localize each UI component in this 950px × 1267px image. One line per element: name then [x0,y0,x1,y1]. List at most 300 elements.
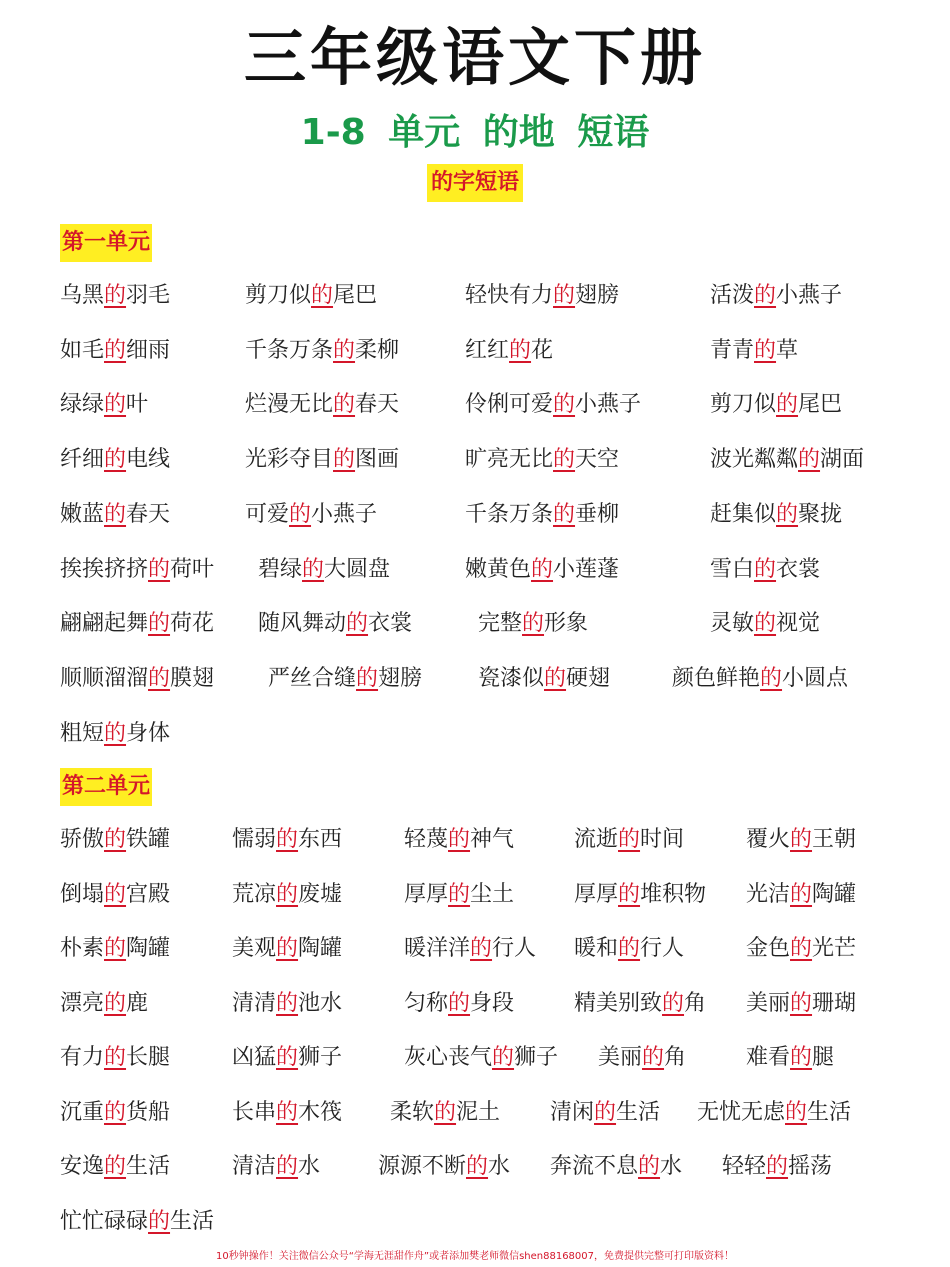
phrase-noun: 花 [531,338,554,363]
phrase [245,331,399,371]
section-label [0,164,950,202]
de-marker: 的 [104,392,127,417]
phrase-noun: 行人 [492,936,537,961]
section-label-text: 的字短语 [427,164,523,202]
phrase-noun: 堆积物 [640,882,707,907]
de-marker: 的 [790,1045,813,1070]
de-marker: 的 [776,502,799,527]
phrase-noun: 小圆点 [782,666,849,691]
phrase-modifier: 荒凉 [232,882,277,907]
phrase-modifier: 翩翩起舞 [60,611,149,636]
phrase [574,820,684,860]
phrase-modifier: 清洁 [232,1154,277,1179]
phrase-modifier: 柔软 [390,1100,435,1125]
phrase-row [0,714,950,754]
phrase [465,276,619,316]
phrase [404,984,514,1024]
de-marker: 的 [276,1154,299,1179]
phrase-noun: 角 [664,1045,687,1070]
phrase [390,1093,500,1133]
de-marker: 的 [754,557,777,582]
phrase-row [0,385,950,425]
phrase-noun: 羽毛 [126,283,171,308]
phrase-noun: 长腿 [126,1045,171,1070]
phrase-modifier: 轻快有力 [465,283,554,308]
phrase [465,331,553,371]
phrase-modifier: 千条万条 [465,502,554,527]
phrase [60,331,170,371]
phrase-noun: 水 [298,1154,321,1179]
phrase-row [0,495,950,535]
phrase [60,550,214,590]
phrase-modifier: 灵敏 [710,611,755,636]
phrase [550,1093,660,1133]
phrase-row [0,1038,950,1078]
phrase-row [0,820,950,860]
phrase-modifier: 红红 [465,338,510,363]
phrase [60,1093,170,1133]
phrase [465,550,619,590]
phrase [245,495,377,535]
phrase-modifier: 朴素 [60,936,105,961]
phrase-noun: 春天 [126,502,171,527]
phrase-noun: 衣裳 [368,611,413,636]
phrase-modifier: 千条万条 [245,338,334,363]
de-marker: 的 [594,1100,617,1125]
de-marker: 的 [276,936,299,961]
phrase-row [0,440,950,480]
de-marker: 的 [276,1100,299,1125]
phrase-modifier: 精美别致 [574,991,663,1016]
phrase [672,659,848,699]
phrase [378,1147,510,1187]
phrase [465,440,619,480]
de-marker: 的 [104,1100,127,1125]
de-marker: 的 [276,1045,299,1070]
unit-label: 第二单元 [60,768,152,806]
phrase-modifier: 灰心丧气 [404,1045,493,1070]
phrase-modifier: 奔流不息 [550,1154,639,1179]
phrase [60,495,170,535]
de-marker: 的 [642,1045,665,1070]
phrase [574,984,706,1024]
phrase-noun: 草 [776,338,799,363]
phrase-noun: 生活 [126,1154,171,1179]
de-marker: 的 [531,557,554,582]
de-marker: 的 [790,882,813,907]
phrase-noun: 视觉 [776,611,821,636]
de-marker: 的 [638,1154,661,1179]
phrase-noun: 行人 [640,936,685,961]
phrase [232,1147,320,1187]
phrase-row [0,875,950,915]
de-marker: 的 [104,338,127,363]
de-marker: 的 [104,721,127,746]
phrase-noun: 荷叶 [170,557,215,582]
phrase-modifier: 沉重 [60,1100,105,1125]
phrase-noun: 电线 [126,447,171,472]
phrase-modifier: 随风舞动 [258,611,347,636]
de-marker: 的 [618,936,641,961]
de-marker: 的 [104,502,127,527]
phrase [404,875,514,915]
phrase-noun: 形象 [544,611,589,636]
phrase [232,820,342,860]
phrase [478,604,588,644]
phrase [60,929,170,969]
phrase-noun: 聚拢 [798,502,843,527]
phrase [268,659,422,699]
phrase [258,550,390,590]
phrase-noun: 柔柳 [355,338,400,363]
phrase-modifier: 旷亮无比 [465,447,554,472]
phrase-modifier: 雪白 [710,557,755,582]
phrase-noun: 生活 [170,1209,215,1234]
phrase [245,385,399,425]
phrase [710,331,798,371]
phrase-noun: 货船 [126,1100,171,1125]
de-marker: 的 [276,882,299,907]
phrase-row [0,1093,950,1133]
de-marker: 的 [104,936,127,961]
phrase-noun: 大圆盘 [324,557,391,582]
phrase-noun: 腿 [812,1045,835,1070]
phrase [232,984,342,1024]
de-marker: 的 [790,991,813,1016]
phrase-modifier: 光洁 [746,882,791,907]
de-marker: 的 [333,447,356,472]
de-marker: 的 [553,283,576,308]
phrase [232,929,342,969]
phrase-modifier: 漂亮 [60,991,105,1016]
phrase-modifier: 碧绿 [258,557,303,582]
phrase-row [0,276,950,316]
phrase [60,659,214,699]
de-marker: 的 [754,283,777,308]
de-marker: 的 [356,666,379,691]
de-marker: 的 [760,666,783,691]
phrase-noun: 陶罐 [298,936,343,961]
phrase-noun: 图画 [355,447,400,472]
phrase-modifier: 可爱 [245,502,290,527]
phrase [60,440,170,480]
phrase-modifier: 瓷漆似 [478,666,545,691]
phrase-noun: 翅膀 [575,283,620,308]
de-marker: 的 [790,827,813,852]
phrase-modifier: 挨挨挤挤 [60,557,149,582]
phrase-modifier: 美丽 [746,991,791,1016]
phrase-modifier: 懦弱 [232,827,277,852]
phrase-modifier: 忙忙碌碌 [60,1209,149,1234]
phrase [245,440,399,480]
de-marker: 的 [798,447,821,472]
phrase [258,604,412,644]
phrase [710,440,864,480]
de-marker: 的 [276,991,299,1016]
phrase [746,875,856,915]
de-marker: 的 [104,991,127,1016]
phrase-noun: 生活 [807,1100,852,1125]
phrase-noun: 王朝 [812,827,857,852]
phrase [550,1147,682,1187]
de-marker: 的 [448,882,471,907]
phrase-noun: 春天 [355,392,400,417]
de-marker: 的 [766,1154,789,1179]
phrase [710,550,820,590]
phrase-noun: 小莲蓬 [553,557,620,582]
de-marker: 的 [790,936,813,961]
de-marker: 的 [754,611,777,636]
phrase [60,984,148,1024]
phrase-modifier: 长串 [232,1100,277,1125]
phrase-row [0,929,950,969]
phrase [60,1147,170,1187]
de-marker: 的 [289,502,312,527]
phrase-modifier: 流逝 [574,827,619,852]
phrase-noun: 宫殿 [126,882,171,907]
phrase-modifier: 光彩夺目 [245,447,334,472]
phrase-noun: 尘土 [470,882,515,907]
phrase-noun: 垂柳 [575,502,620,527]
phrase [245,276,377,316]
de-marker: 的 [148,611,171,636]
de-marker: 的 [148,1209,171,1234]
phrase-modifier: 骄傲 [60,827,105,852]
de-marker: 的 [553,392,576,417]
phrase [746,1038,834,1078]
phrase-noun: 尾巴 [798,392,843,417]
phrase-modifier: 绿绿 [60,392,105,417]
phrase [60,276,170,316]
phrase-noun: 陶罐 [126,936,171,961]
de-marker: 的 [776,392,799,417]
phrase-noun: 小燕子 [311,502,378,527]
de-marker: 的 [553,502,576,527]
phrase [710,604,820,644]
phrase [404,1038,558,1078]
phrase-modifier: 清闲 [550,1100,595,1125]
phrase-modifier: 美丽 [598,1045,643,1070]
phrase-noun: 东西 [298,827,343,852]
phrase-modifier: 完整 [478,611,523,636]
de-marker: 的 [618,882,641,907]
phrase [465,385,641,425]
de-marker: 的 [333,338,356,363]
phrase [710,385,842,425]
phrase [746,984,856,1024]
phrase-noun: 膜翅 [170,666,215,691]
phrase [404,820,514,860]
phrase-noun: 天空 [575,447,620,472]
phrase-noun: 池水 [298,991,343,1016]
de-marker: 的 [104,447,127,472]
phrase-noun: 时间 [640,827,685,852]
page-subtitle: 1-8 单元 的地 短语 [300,112,650,153]
phrase [722,1147,832,1187]
phrase [710,276,842,316]
phrase-noun: 木筏 [298,1100,343,1125]
phrase-noun: 衣裳 [776,557,821,582]
phrase-modifier: 伶俐可爱 [465,392,554,417]
phrase-row [0,659,950,699]
phrase-modifier: 凶猛 [232,1045,277,1070]
de-marker: 的 [148,557,171,582]
phrase [232,1038,342,1078]
phrase-noun: 身体 [126,721,171,746]
phrase-modifier: 波光粼粼 [710,447,799,472]
de-marker: 的 [434,1100,457,1125]
phrase-modifier: 难看 [746,1045,791,1070]
phrase [478,659,610,699]
phrase-modifier: 剪刀似 [710,392,777,417]
phrase-row [0,1147,950,1187]
de-marker: 的 [104,827,127,852]
de-marker: 的 [785,1100,808,1125]
phrase [404,929,536,969]
phrase-modifier: 倒塌 [60,882,105,907]
phrase-noun: 陶罐 [812,882,857,907]
de-marker: 的 [448,991,471,1016]
de-marker: 的 [311,283,334,308]
phrase-noun: 狮子 [298,1045,343,1070]
phrase [60,875,170,915]
de-marker: 的 [148,666,171,691]
phrase-modifier: 烂漫无比 [245,392,334,417]
phrase [697,1093,851,1133]
phrase [465,495,619,535]
phrase-noun: 水 [488,1154,511,1179]
phrase [232,1093,342,1133]
phrase [60,1038,170,1078]
de-marker: 的 [470,936,493,961]
phrase-noun: 光芒 [812,936,857,961]
phrase-row [0,331,950,371]
phrase-modifier: 无忧无虑 [697,1100,786,1125]
phrase-modifier: 严丝合缝 [268,666,357,691]
de-marker: 的 [104,1154,127,1179]
phrase-modifier: 乌黑 [60,283,105,308]
de-marker: 的 [662,991,685,1016]
de-marker: 的 [618,827,641,852]
phrase-modifier: 有力 [60,1045,105,1070]
phrase-noun: 珊瑚 [812,991,857,1016]
phrase-modifier: 轻轻 [722,1154,767,1179]
phrase-noun: 狮子 [514,1045,559,1070]
phrase-modifier: 暖洋洋 [404,936,471,961]
de-marker: 的 [492,1045,515,1070]
phrase [746,820,856,860]
phrase-noun: 废墟 [298,882,343,907]
page-title: 三年级语文下册 [243,21,706,94]
phrase-modifier: 嫩黄色 [465,557,532,582]
de-marker: 的 [754,338,777,363]
de-marker: 的 [104,283,127,308]
de-marker: 的 [346,611,369,636]
phrase-noun: 摇荡 [788,1154,833,1179]
phrase [574,875,706,915]
phrase-modifier: 轻蔑 [404,827,449,852]
phrase-modifier: 如毛 [60,338,105,363]
phrase-modifier: 青青 [710,338,755,363]
phrase-noun: 角 [684,991,707,1016]
phrase-modifier: 清清 [232,991,277,1016]
phrase-noun: 细雨 [126,338,171,363]
phrase-modifier: 厚厚 [404,882,449,907]
phrase-noun: 翅膀 [378,666,423,691]
phrase [746,929,856,969]
phrase-modifier: 顺顺溜溜 [60,666,149,691]
de-marker: 的 [466,1154,489,1179]
phrase-modifier: 活泼 [710,283,755,308]
de-marker: 的 [522,611,545,636]
phrase-modifier: 赶集似 [710,502,777,527]
phrase-noun: 鹿 [126,991,149,1016]
phrase-modifier: 纤细 [60,447,105,472]
de-marker: 的 [544,666,567,691]
de-marker: 的 [104,1045,127,1070]
phrase [598,1038,686,1078]
phrase-modifier: 安逸 [60,1154,105,1179]
phrase [60,385,148,425]
phrase-noun: 铁罐 [126,827,171,852]
footer-note: 10秒钟操作！关注微信公众号“学海无涯甜作舟”或者添加樊老师微信shen88168007，免费提供完整可打印版资料！ [215,1251,735,1262]
phrase-row [0,984,950,1024]
phrase-modifier: 源源不断 [378,1154,467,1179]
phrase-noun: 荷花 [170,611,215,636]
phrase [60,820,170,860]
phrase-noun: 小燕子 [575,392,642,417]
phrase [60,1202,214,1242]
phrase [710,495,842,535]
phrase-noun: 尾巴 [333,283,378,308]
phrase-noun: 身段 [470,991,515,1016]
phrase-noun: 小燕子 [776,283,843,308]
phrase [232,875,342,915]
phrase-noun: 叶 [126,392,149,417]
phrase-noun: 生活 [616,1100,661,1125]
phrase [60,714,170,754]
phrase-row [0,550,950,590]
de-marker: 的 [553,447,576,472]
phrase-row [0,604,950,644]
phrase-noun: 泥土 [456,1100,501,1125]
de-marker: 的 [276,827,299,852]
de-marker: 的 [333,392,356,417]
de-marker: 的 [104,882,127,907]
phrase-modifier: 暖和 [574,936,619,961]
de-marker: 的 [448,827,471,852]
unit-label: 第一单元 [60,224,152,262]
phrase-modifier: 颜色鲜艳 [672,666,761,691]
phrase-noun: 神气 [470,827,515,852]
phrase-modifier: 粗短 [60,721,105,746]
phrase-modifier: 覆火 [746,827,791,852]
phrase-modifier: 金色 [746,936,791,961]
phrase-noun: 湖面 [820,447,865,472]
phrase-modifier: 匀称 [404,991,449,1016]
phrase-modifier: 美观 [232,936,277,961]
phrase-modifier: 剪刀似 [245,283,312,308]
phrase [60,604,214,644]
phrase-noun: 水 [660,1154,683,1179]
de-marker: 的 [302,557,325,582]
phrase-row [0,1202,950,1242]
de-marker: 的 [509,338,532,363]
phrase [574,929,684,969]
phrase-modifier: 厚厚 [574,882,619,907]
phrase-noun: 硬翅 [566,666,611,691]
phrase-modifier: 嫩蓝 [60,502,105,527]
